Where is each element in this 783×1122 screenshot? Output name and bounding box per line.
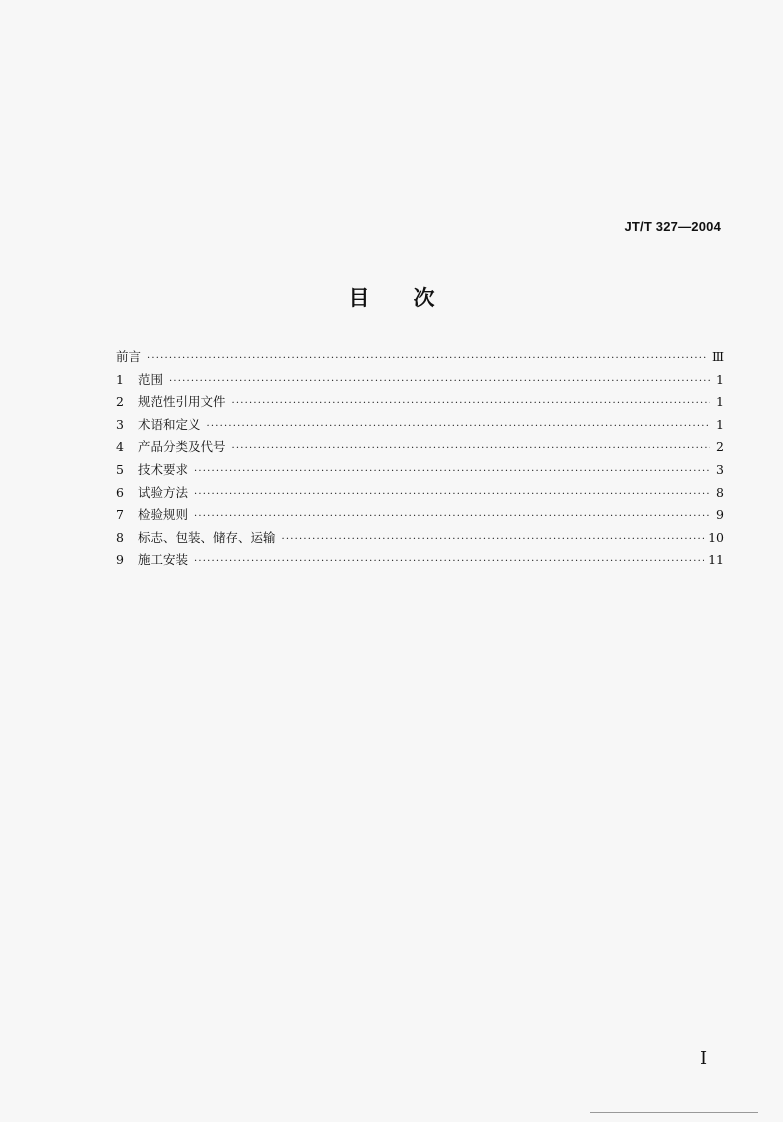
toc-row-8[interactable] <box>116 527 724 550</box>
toc-entry-title: 标志、包装、储存、运输 <box>138 529 276 545</box>
standard-code: JT/T 327—2004 <box>624 219 721 234</box>
toc-page-number: 11 <box>708 552 724 568</box>
toc-page-number: 8 <box>716 484 724 500</box>
toc-entry-title: 前言 <box>116 349 142 364</box>
toc-entry-number: 7 <box>116 507 124 523</box>
page-number: I <box>700 1048 708 1069</box>
toc-row-4[interactable] <box>116 436 724 459</box>
toc-entry-title: 范围 <box>138 371 164 387</box>
title-char-2: 次 <box>413 286 435 310</box>
toc-page-number: 1 <box>716 394 724 410</box>
toc-entry-number: 9 <box>116 552 124 568</box>
toc-entry-number: 2 <box>116 394 124 410</box>
toc-entry-title: 施工安装 <box>138 552 189 568</box>
toc-row-1[interactable] <box>116 369 724 392</box>
toc-leader-dots <box>282 529 705 552</box>
toc-page-number: Ⅲ <box>711 349 724 364</box>
toc-leader-dots <box>194 461 710 484</box>
toc-leader-dots <box>169 371 710 394</box>
toc-leader-dots <box>194 551 704 574</box>
toc-page-number: 9 <box>716 507 724 523</box>
toc-row-foreword[interactable] <box>116 346 724 369</box>
toc-row-2[interactable] <box>116 391 724 414</box>
toc-leader-dots <box>194 506 710 529</box>
footer-divider <box>590 1112 758 1113</box>
toc-leader-dots <box>207 416 710 439</box>
toc-entry-title: 技术要求 <box>138 461 189 477</box>
toc-entry-title: 规范性引用文件 <box>138 394 226 410</box>
toc-entry-title: 术语和定义 <box>138 416 201 432</box>
toc-row-3[interactable] <box>116 414 724 437</box>
title-char-1: 目 <box>348 286 370 310</box>
page-title <box>0 282 783 312</box>
toc-leader-dots <box>194 484 710 507</box>
table-of-contents <box>116 346 724 572</box>
toc-row-9[interactable] <box>116 549 724 572</box>
toc-leader-dots <box>232 393 710 416</box>
toc-page-number: 2 <box>716 439 724 455</box>
toc-row-7[interactable] <box>116 504 724 527</box>
toc-entry-number: 4 <box>116 439 124 455</box>
toc-page-number: 3 <box>716 461 724 477</box>
toc-entry-number: 5 <box>116 461 124 477</box>
toc-leader-dots <box>232 438 710 461</box>
toc-leader-dots <box>147 348 708 371</box>
toc-page-number: 1 <box>716 371 724 387</box>
toc-entry-number: 8 <box>116 529 124 545</box>
toc-row-5[interactable] <box>116 459 724 482</box>
toc-page-number: 1 <box>716 416 724 432</box>
toc-entry-number: 1 <box>116 371 124 387</box>
toc-entry-number: 6 <box>116 484 124 500</box>
toc-page-number: 10 <box>708 529 724 545</box>
toc-row-6[interactable] <box>116 482 724 505</box>
toc-entry-title: 试验方法 <box>138 484 189 500</box>
toc-entry-title: 产品分类及代号 <box>138 439 226 455</box>
toc-entry-title: 检验规则 <box>138 507 189 523</box>
toc-entry-number: 3 <box>116 416 124 432</box>
